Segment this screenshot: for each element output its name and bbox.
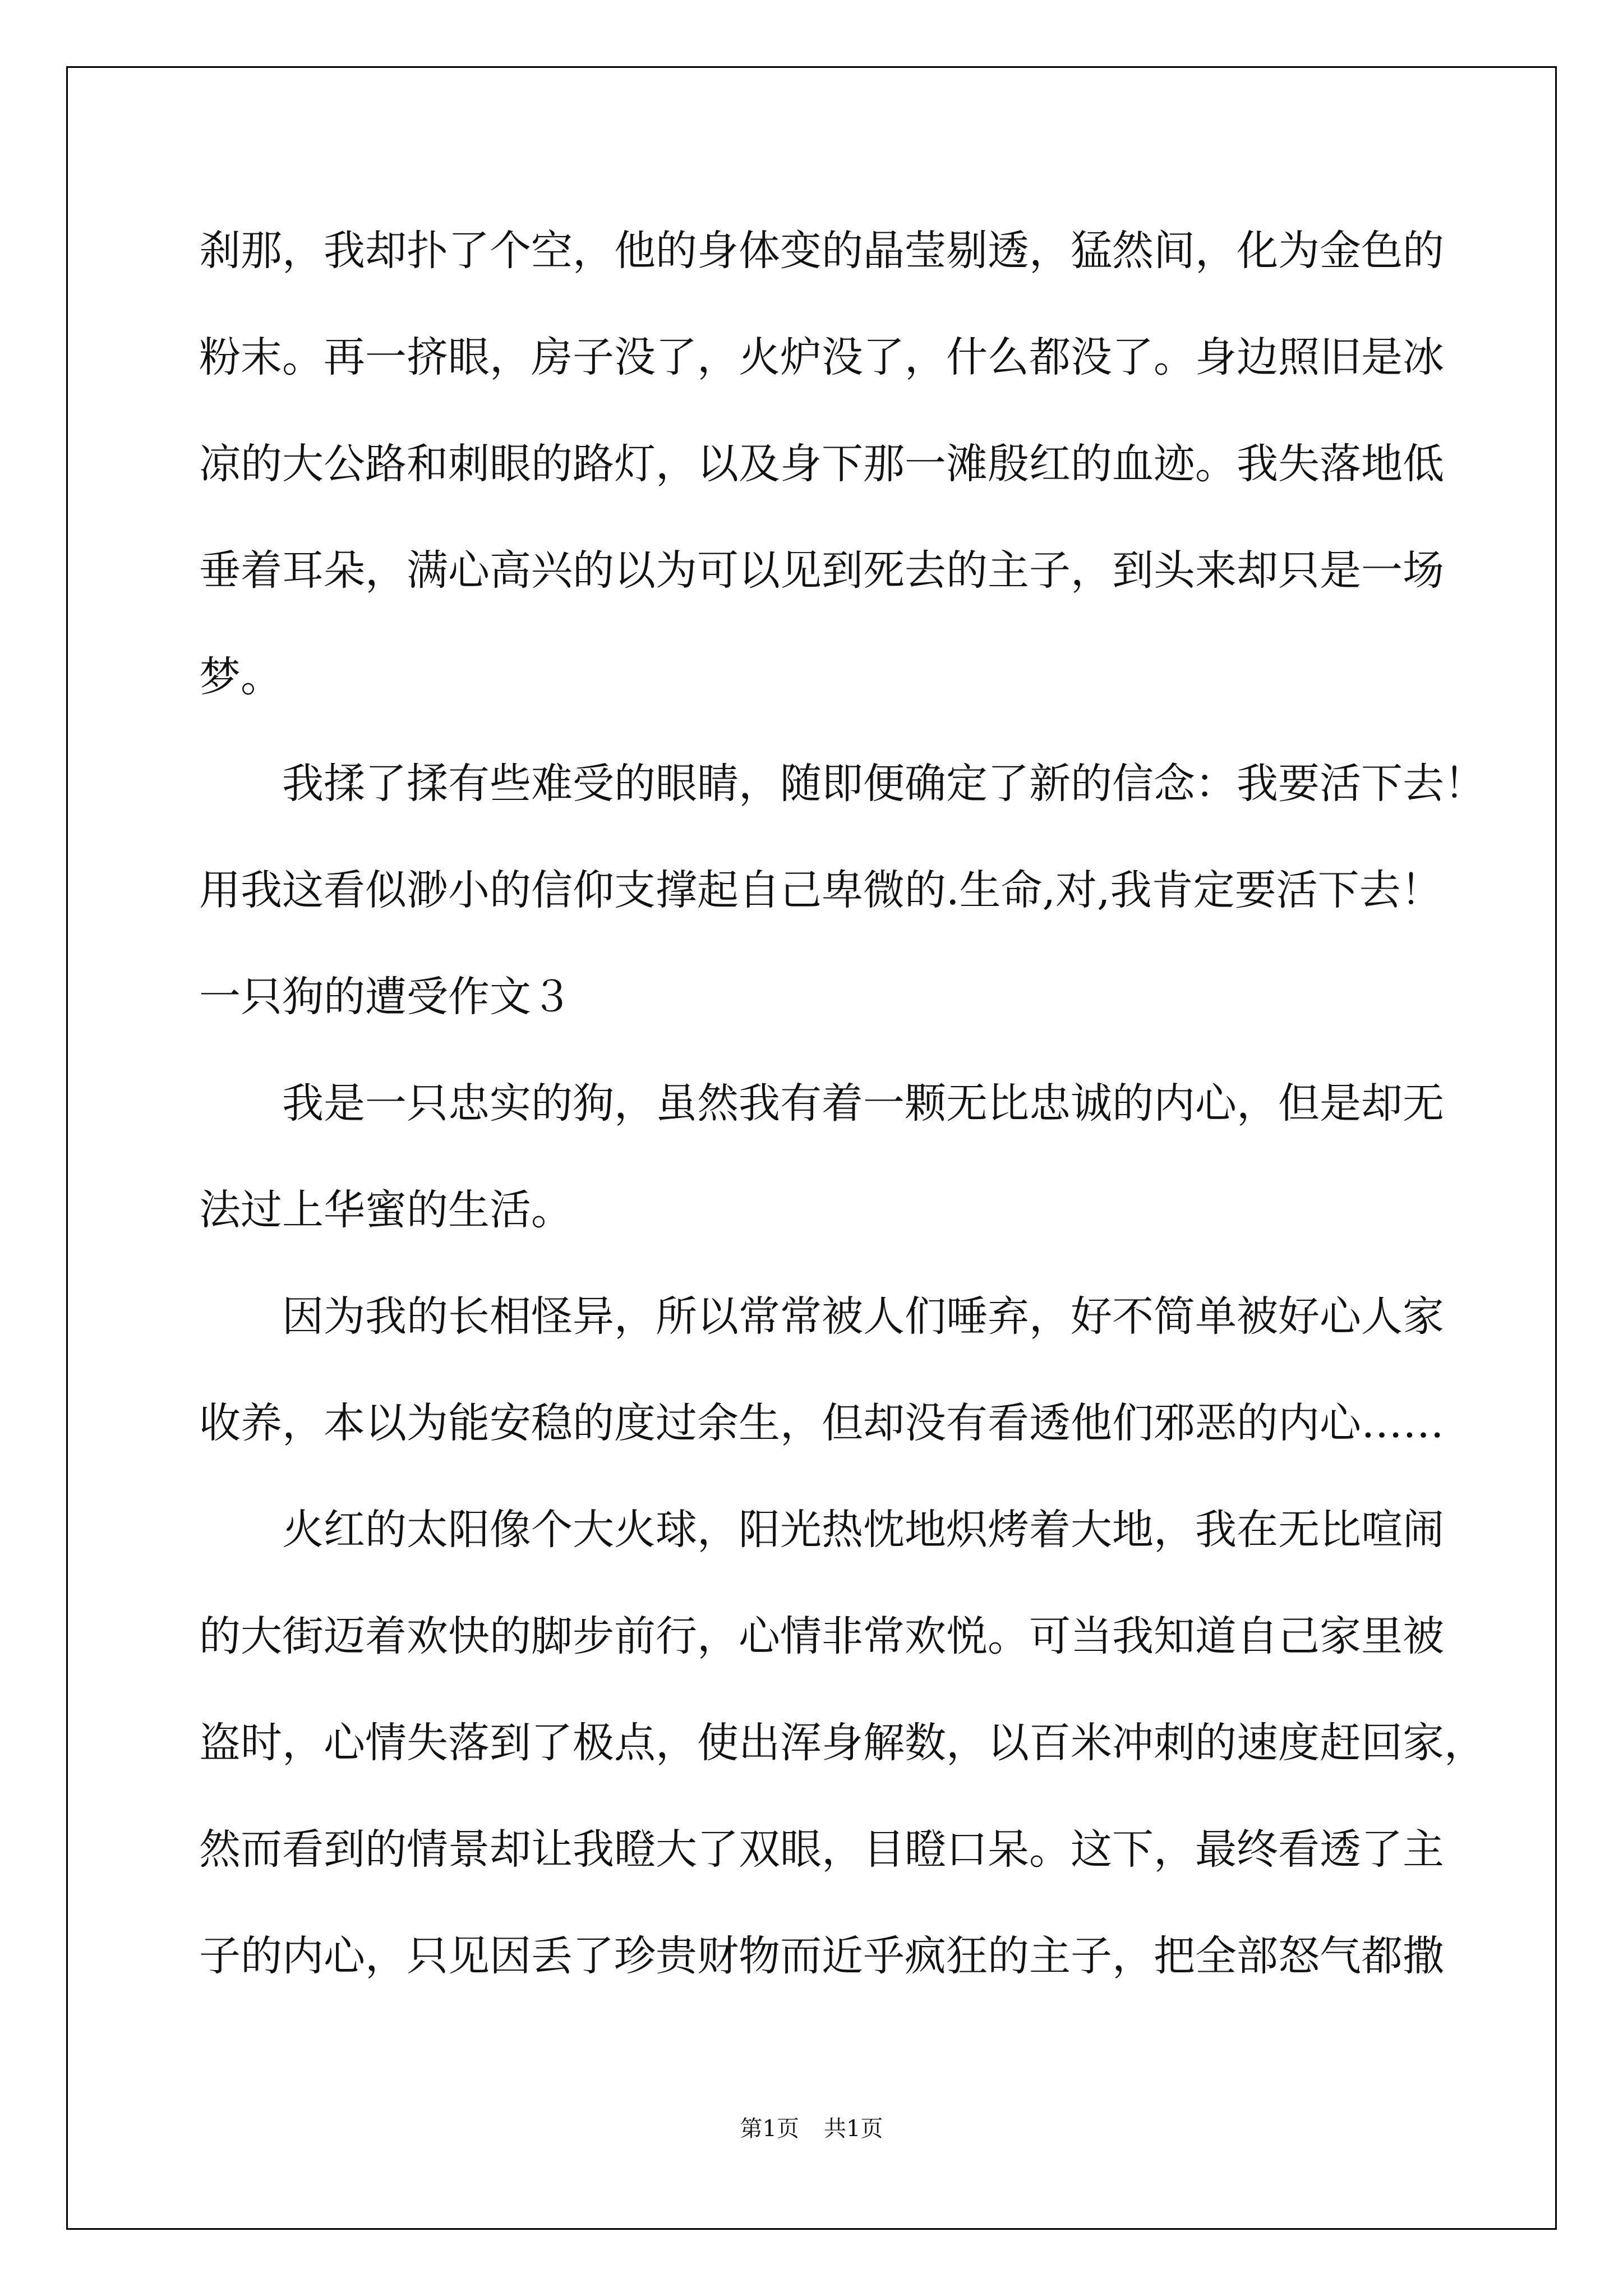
text-line-11: 因为我的长相怪异，所以常常被人们唾弃，好不简单被好心人家 (282, 1292, 1444, 1341)
page-number: 第1页 (740, 2116, 799, 2142)
page-total: 共1页 (824, 2116, 883, 2142)
text-line-10: 法过上华蜜的生活。 (199, 1186, 573, 1234)
section-title: 一只狗的遭受作文３ (199, 973, 573, 1021)
text-line-5: 梦。 (199, 653, 282, 701)
text-line-6: 我揉了揉有些难受的眼睛，随即便确定了新的信念：我要活下去！ (282, 760, 1486, 808)
text-line-14: 的大街迈着欢快的脚步前行，心情非常欢悦。可当我知道自己家里被 (199, 1612, 1444, 1660)
text-line-3: 凉的大公路和刺眼的路灯，以及身下那一滩殷红的血迹。我失落地低 (199, 440, 1444, 488)
text-line-7: 用我这看似渺小的信仰支撑起自己卑微的.生命,对,我肯定要活下去！ (199, 866, 1442, 914)
text-line-4: 垂着耳朵，满心高兴的以为可以见到死去的主子，到头来却只是一场 (199, 546, 1444, 595)
text-line-15: 盗时，心情失落到了极点，使出浑身解数，以百米冲刺的速度赶回家， (199, 1719, 1486, 1767)
text-line-17: 子的内心，只见因丢了珍贵财物而近乎疯狂的主子，把全部怒气都撒 (199, 1932, 1444, 1980)
text-line-9: 我是一只忠实的狗，虽然我有着一颗无比忠诚的内心，但是却无 (282, 1079, 1444, 1128)
document-body (199, 215, 1486, 2027)
text-line-1: 刹那，我却扑了个空，他的身体变的晶莹剔透，猛然间，化为金色的 (199, 227, 1444, 275)
text-line-2: 粉末。再一挤眼，房子没了，火炉没了，什么都没了。身边照旧是冰 (199, 333, 1444, 381)
page-footer (0, 2112, 1623, 2146)
text-line-13: 火红的太阳像个大火球，阳光热忱地炽烤着大地，我在无比喧闹 (282, 1506, 1444, 1554)
text-line-16: 然而看到的情景却让我瞪大了双眼，目瞪口呆。这下，最终看透了主 (199, 1825, 1444, 1874)
text-line-12: 收养，本以为能安稳的度过余生，但却没有看透他们邪恶的内心…… (199, 1399, 1444, 1447)
